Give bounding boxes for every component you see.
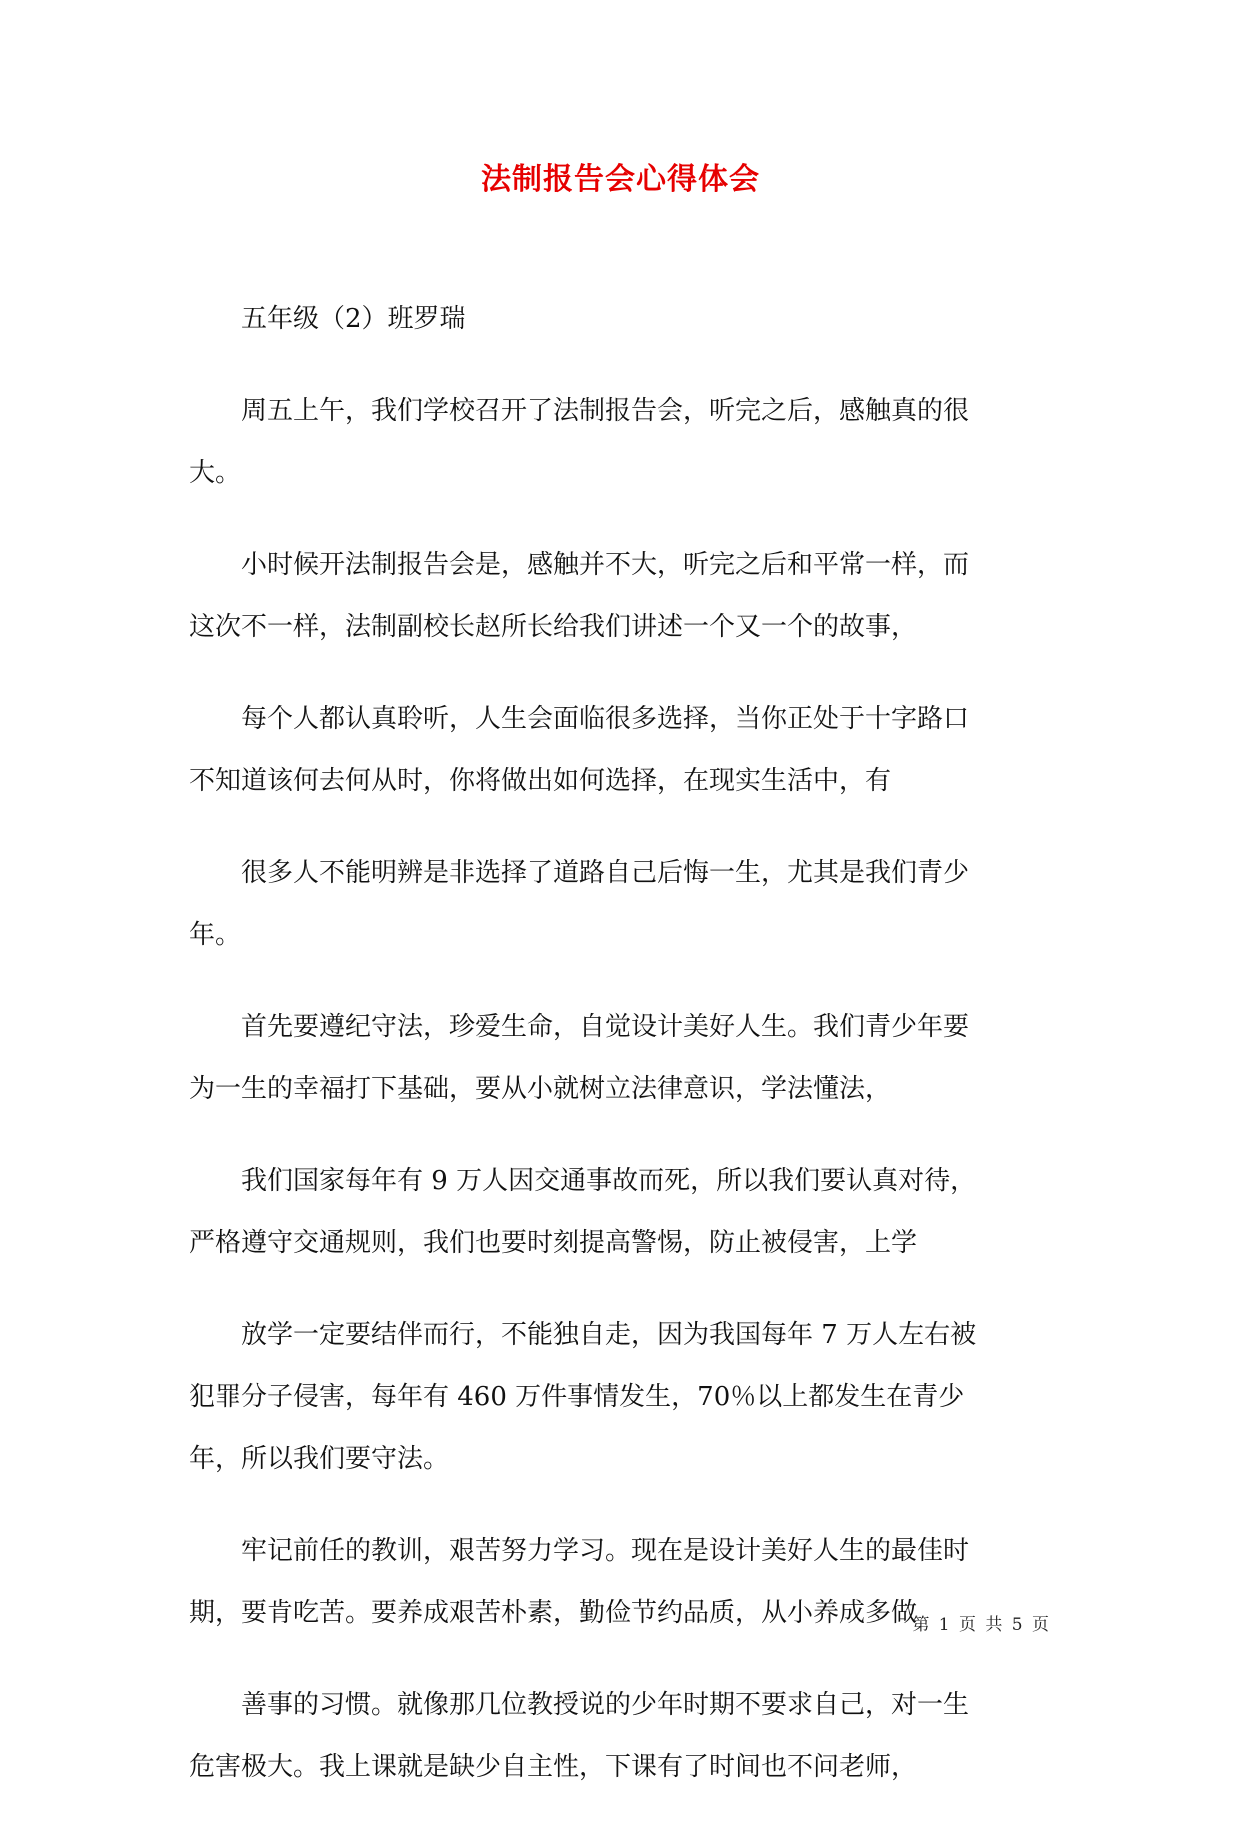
paragraph	[189, 996, 1059, 1120]
paragraph-line: 放学一定要结伴而行，不能独自走，因为我国每年 7 万人左右被	[241, 1320, 977, 1350]
paragraph-line: 五年级（2）班罗瑞	[241, 304, 466, 334]
paragraph-line: 周五上午，我们学校召开了法制报告会，听完之后，感触真的很	[241, 396, 970, 426]
paragraph	[189, 1304, 1059, 1490]
paragraph	[189, 1150, 1059, 1274]
paragraph-line: 年。	[189, 920, 242, 950]
paragraph	[189, 688, 1059, 812]
document-title: 法制报告会心得体会	[481, 162, 760, 197]
paragraph-line: 每个人都认真聆听，人生会面临很多选择，当你正处于十字路口	[241, 704, 970, 734]
paragraph-line: 牢记前任的教训，艰苦努力学习。现在是设计美好人生的最佳时	[241, 1536, 970, 1566]
paragraph	[189, 534, 1059, 658]
paragraph-line: 这次不一样，法制副校长赵所长给我们讲述一个又一个的故事，	[189, 612, 918, 642]
paragraph-line: 为一生的幸福打下基础，要从小就树立法律意识，学法懂法，	[189, 1074, 892, 1104]
paragraph-line: 不知道该何去何从时，你将做出如何选择，在现实生活中，有	[189, 766, 892, 796]
paragraph-line: 善事的习惯。就像那几位教授说的少年时期不要求自己，对一生	[241, 1690, 970, 1720]
page-number: 第 1 页 共 5 页	[912, 1615, 1051, 1635]
paragraph-line: 危害极大。我上课就是缺少自主性，下课有了时间也不问老师，	[189, 1752, 918, 1782]
paragraph	[189, 288, 1059, 350]
paragraph	[189, 380, 1059, 504]
document-body	[189, 288, 1059, 1828]
paragraph-line: 大。	[189, 458, 242, 488]
paragraph-line: 我们国家每年有 9 万人因交通事故而死，所以我们要认真对待，	[241, 1166, 977, 1196]
paragraph-line: 严格遵守交通规则，我们也要时刻提高警惕，防止被侵害，上学	[189, 1228, 918, 1258]
paragraph	[189, 1674, 1059, 1798]
paragraph-line: 首先要遵纪守法，珍爱生命，自觉设计美好人生。我们青少年要	[241, 1012, 970, 1042]
paragraph-line: 小时候开法制报告会是，感触并不大，听完之后和平常一样，而	[241, 550, 970, 580]
paragraph	[189, 842, 1059, 966]
paragraph-line: 期，要肯吃苦。要养成艰苦朴素，勤俭节约品质，从小养成多做	[189, 1598, 918, 1628]
paragraph-line: 很多人不能明辨是非选择了道路自己后悔一生，尤其是我们青少	[241, 858, 970, 888]
paragraph-line: 年，所以我们要守法。	[189, 1444, 450, 1474]
paragraph-line: 犯罪分子侵害，每年有 460 万件事情发生，70％以上都发生在青少	[189, 1382, 965, 1412]
